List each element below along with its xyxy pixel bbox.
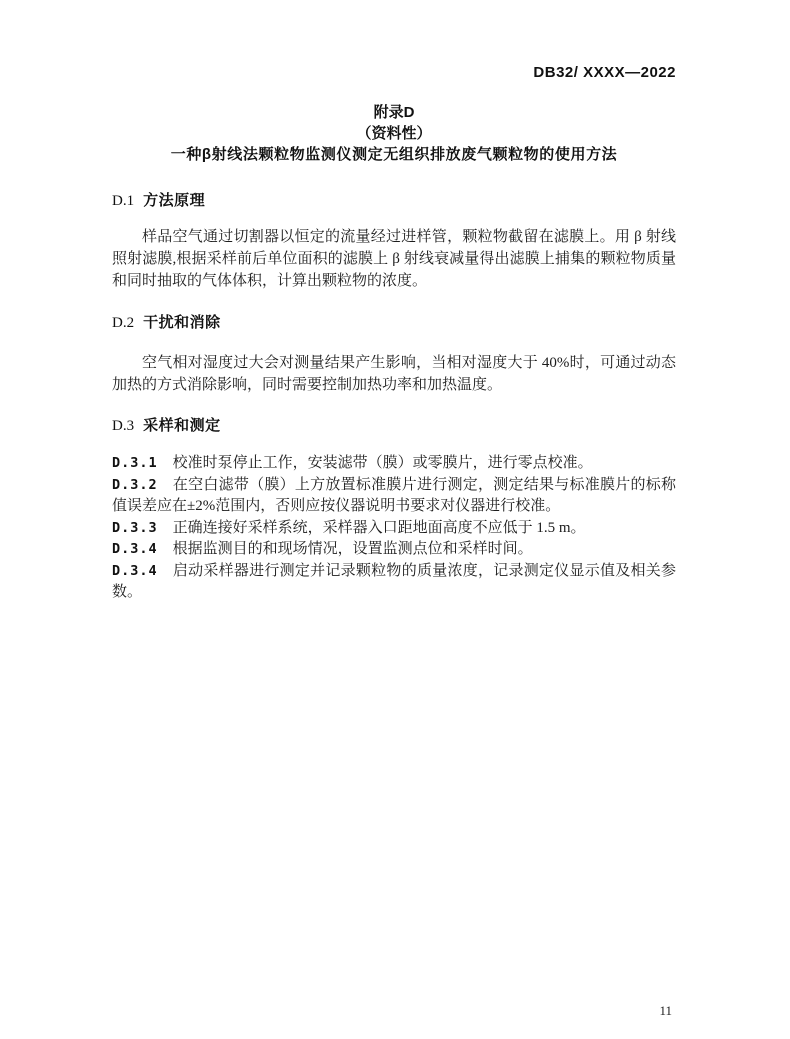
section-number: D.3: [112, 418, 135, 434]
section-heading-d2: [112, 313, 676, 333]
clause-number: D.3.3: [112, 519, 158, 536]
clause-number: D.3.1: [112, 455, 158, 471]
clause-text: 根据监测目的和现场情况，设置监测点位和采样时间。: [172, 541, 533, 557]
clause-list: [112, 453, 676, 604]
paragraph-method-principle: 样品空气通过切割器以恒定的流量经过进样管，颗粒物截留在滤膜上。用 β 射线照射滤膜,根据采样前后单位面积的滤膜上 β 射线衰减量得出滤膜上捕集的颗粒物质量和同时抽取的气体体积，计算出颗粒物的浓度。: [112, 229, 676, 289]
appendix-type: （资料性）: [356, 125, 432, 142]
section-title: 方法原理: [143, 192, 206, 209]
clause-text: 校准时泵停止工作，安装滤带（膜）或零膜片，进行零点校准。: [172, 455, 593, 471]
section-heading-d3: [112, 416, 676, 436]
page-number: 11: [659, 1003, 672, 1018]
appendix-heading-block: [112, 102, 676, 166]
section-title: 采样和测定: [143, 417, 221, 434]
section-number: D.2: [112, 315, 135, 331]
clause-text: 正确连接好采样系统，采样器入口距地面高度不应低于 1.5 m。: [172, 519, 586, 536]
appendix-label: 附录D: [373, 104, 415, 121]
paragraph-interference: 空气相对湿度过大会对测量结果产生影响，当相对湿度大于 40%时，可通过动态加热的方式消除影响，同时需要控制加热功率和加热温度。: [112, 355, 676, 393]
clause-number: D.3.2: [112, 476, 158, 493]
section-title: 干扰和消除: [143, 314, 221, 331]
clause-item: [112, 475, 676, 518]
appendix-title: 一种β射线法颗粒物监测仪测定无组织排放废气颗粒物的使用方法: [170, 146, 618, 163]
clause-number: D.3.4: [112, 562, 158, 579]
document-code-header: DB32/ XXXX—2022: [533, 64, 676, 81]
clause-item: [112, 539, 676, 561]
clause-text: 在空白滤带（膜）上方放置标准膜片进行测定，测定结果与标准膜片的标称值误差应在±2%范围内，否则应按仪器说明书要求对仪器进行校准。: [112, 476, 676, 514]
clause-number: D.3.4: [112, 541, 158, 557]
clause-text: 启动采样器进行测定并记录颗粒物的质量浓度，记录测定仪显示值及相关参数。: [112, 562, 676, 600]
clause-item: [112, 453, 676, 475]
section-number: D.1: [112, 193, 135, 209]
clause-item: [112, 561, 676, 604]
clause-item: [112, 518, 676, 540]
section-heading-d1: [112, 191, 676, 211]
